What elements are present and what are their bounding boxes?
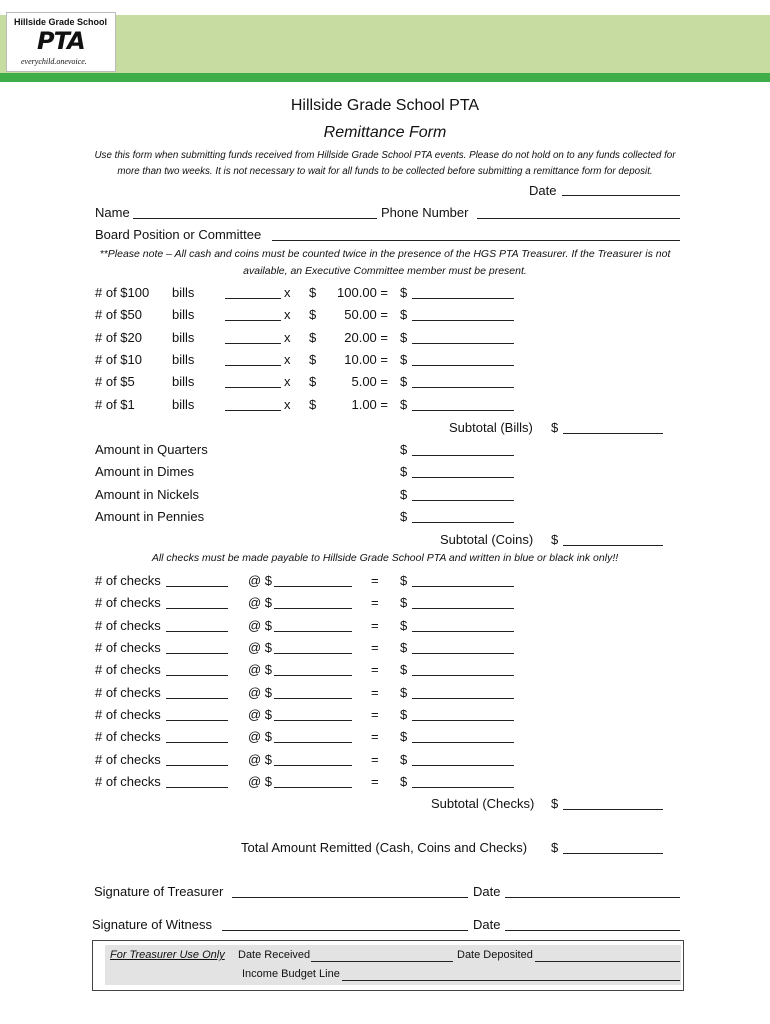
bill-result-dollar: $ <box>400 351 408 367</box>
note-line-1: **Please note – All cash and coins must be counted twice in the presence of the HGS PTA Treasurer. If the Treasurer is not <box>99 248 671 260</box>
check-result-field[interactable] <box>412 765 514 766</box>
check-count-label: # of checks <box>95 774 161 790</box>
check-result-field[interactable] <box>412 675 514 676</box>
treasurer-signature-label: Signature of Treasurer <box>94 884 224 899</box>
bill-unit-label: bills <box>172 351 195 367</box>
check-result-field[interactable] <box>412 742 514 743</box>
check-result-dollar: $ <box>400 751 408 767</box>
check-amount-field[interactable] <box>274 720 352 721</box>
income-budget-line-field[interactable] <box>342 980 680 981</box>
check-equals-sign: = <box>371 751 379 767</box>
header-stripe <box>0 73 770 82</box>
check-equals-sign: = <box>371 573 379 588</box>
check-at-dollar: @ $ <box>248 751 273 767</box>
bill-value-label: 50.00 = <box>344 307 388 323</box>
check-result-dollar: $ <box>400 684 408 700</box>
bill-result-field[interactable] <box>412 320 514 321</box>
check-equals-sign: = <box>371 662 379 678</box>
check-amount-field[interactable] <box>274 653 352 654</box>
check-equals-sign: = <box>371 774 379 790</box>
bill-multiply-sign: x <box>284 374 291 390</box>
check-amount-field[interactable] <box>274 742 352 743</box>
treasurer-date-label: Date <box>473 884 501 899</box>
form-subtitle: Remittance Form <box>323 124 447 141</box>
bill-result-field[interactable] <box>412 365 514 366</box>
check-equals-sign: = <box>371 707 379 723</box>
check-count-field[interactable] <box>166 698 228 699</box>
bill-denomination-label: # of $1 <box>95 396 135 412</box>
subtotal-checks-label: Subtotal (Checks) <box>431 796 535 811</box>
check-at-dollar: @ $ <box>248 729 273 745</box>
check-amount-field[interactable] <box>274 586 352 587</box>
check-count-label: # of checks <box>95 707 161 723</box>
bill-multiply-sign: x <box>284 396 291 412</box>
note-line-2: available, an Executive Committee member must be present. <box>243 265 527 277</box>
subtotal-bills-label: Subtotal (Bills) <box>449 420 533 435</box>
coin-amount-label: Amount in Quarters <box>95 442 208 457</box>
check-count-label: # of checks <box>95 573 161 588</box>
check-result-dollar: $ <box>400 595 408 611</box>
bill-result-field[interactable] <box>412 387 514 388</box>
treasurer-date-field[interactable] <box>505 897 680 898</box>
logo-school-name: Hillside Grade School <box>14 17 108 27</box>
bill-denomination-label: # of $20 <box>95 329 142 345</box>
logo-tagline: everychild.onevoice. <box>21 57 87 66</box>
bill-count-field[interactable] <box>225 343 281 344</box>
check-result-field[interactable] <box>412 631 514 632</box>
check-result-field[interactable] <box>412 653 514 654</box>
pta-logo <box>6 12 116 72</box>
check-equals-sign: = <box>371 595 379 611</box>
subtotal-bills-field[interactable] <box>563 433 663 434</box>
name-field[interactable] <box>133 218 377 219</box>
check-result-field[interactable] <box>412 608 514 609</box>
subtotal-bills-dollar: $ <box>551 420 559 435</box>
check-result-dollar: $ <box>400 573 408 588</box>
coin-dollar-sign: $ <box>400 442 408 457</box>
bill-result-dollar: $ <box>400 396 408 412</box>
check-amount-field[interactable] <box>274 631 352 632</box>
bill-dollar-sign: $ <box>309 351 317 367</box>
bill-result-dollar: $ <box>400 307 408 323</box>
board-label: Board Position or Committee <box>95 227 262 242</box>
check-result-dollar: $ <box>400 774 408 790</box>
coin-dollar-sign: $ <box>400 464 408 480</box>
check-equals-sign: = <box>371 640 379 656</box>
bill-unit-label: bills <box>172 307 195 323</box>
check-result-field[interactable] <box>412 586 514 587</box>
check-at-dollar: @ $ <box>248 640 273 656</box>
check-at-dollar: @ $ <box>248 774 273 790</box>
bill-value-label: 10.00 = <box>344 351 388 367</box>
bill-dollar-sign: $ <box>309 374 317 390</box>
bill-count-field[interactable] <box>225 365 281 366</box>
subtotal-coins-field[interactable] <box>563 545 663 546</box>
bill-denomination-label: # of $5 <box>95 374 135 390</box>
phone-field[interactable] <box>477 218 680 219</box>
witness-signature-label: Signature of Witness <box>92 917 212 932</box>
date-received-label: Date Received <box>238 949 311 961</box>
bill-result-field[interactable] <box>412 410 514 411</box>
bill-result-field[interactable] <box>412 343 514 344</box>
check-count-field[interactable] <box>166 631 228 632</box>
date-deposited-field[interactable] <box>535 961 680 962</box>
coin-amount-field[interactable] <box>412 522 514 523</box>
bill-unit-label: bills <box>172 329 195 345</box>
subtotal-checks-dollar: $ <box>551 796 559 811</box>
bill-value-label: 20.00 = <box>344 329 388 345</box>
coin-dollar-sign: $ <box>400 508 408 524</box>
check-at-dollar: @ $ <box>248 595 273 611</box>
logo-pta-text: PTA <box>37 27 85 55</box>
check-count-field[interactable] <box>166 608 228 609</box>
check-result-dollar: $ <box>400 707 408 723</box>
bill-unit-label: bills <box>172 374 195 390</box>
check-at-dollar: @ $ <box>248 573 273 588</box>
treasurer-signature-field[interactable] <box>232 897 468 898</box>
intro-line-2: more than two weeks. It is not necessary to wait for all funds to be collected before submitting a remittance form for deposit. <box>117 166 653 177</box>
coin-amount-field[interactable] <box>412 455 514 456</box>
coin-amount-label: Amount in Nickels <box>95 486 200 502</box>
check-count-label: # of checks <box>95 684 161 700</box>
bill-multiply-sign: x <box>284 307 291 323</box>
check-at-dollar: @ $ <box>248 684 273 700</box>
coin-dollar-sign: $ <box>400 486 408 502</box>
witness-signature-field[interactable] <box>222 930 468 931</box>
date-received-field[interactable] <box>311 961 453 962</box>
check-amount-field[interactable] <box>274 765 352 766</box>
bill-multiply-sign: x <box>284 329 291 345</box>
income-budget-line-label: Income Budget Line <box>242 968 340 980</box>
check-count-label: # of checks <box>95 751 161 767</box>
check-result-dollar: $ <box>400 729 408 745</box>
check-at-dollar: @ $ <box>248 707 273 723</box>
check-amount-field[interactable] <box>274 787 352 788</box>
bill-value-label: 100.00 = <box>337 285 388 300</box>
check-equals-sign: = <box>371 684 379 700</box>
total-field[interactable] <box>563 853 663 854</box>
check-count-field[interactable] <box>166 675 228 676</box>
bill-dollar-sign: $ <box>309 285 317 300</box>
name-label: Name <box>95 205 130 220</box>
witness-date-field[interactable] <box>505 930 680 931</box>
bill-result-field[interactable] <box>412 298 514 299</box>
intro-line-1: Use this form when submitting funds received from Hillside Grade School PTA events. Please do not hold on to any funds collected for <box>94 150 676 161</box>
page-title: Hillside Grade School PTA <box>290 97 480 114</box>
check-count-label: # of checks <box>95 640 161 656</box>
bill-result-dollar: $ <box>400 285 408 300</box>
bill-dollar-sign: $ <box>309 307 317 323</box>
bill-multiply-sign: x <box>284 351 291 367</box>
bill-count-field[interactable] <box>225 410 281 411</box>
check-count-label: # of checks <box>95 595 161 611</box>
check-result-dollar: $ <box>400 617 408 633</box>
bill-count-field[interactable] <box>225 320 281 321</box>
check-equals-sign: = <box>371 729 379 745</box>
bill-result-dollar: $ <box>400 329 408 345</box>
bill-denomination-label: # of $50 <box>95 307 142 323</box>
phone-label: Phone Number <box>381 205 469 220</box>
check-count-field[interactable] <box>166 765 228 766</box>
check-at-dollar: @ $ <box>248 662 273 678</box>
check-count-field[interactable] <box>166 653 228 654</box>
date-label: Date <box>529 183 557 198</box>
board-field[interactable] <box>272 240 680 241</box>
check-result-field[interactable] <box>412 720 514 721</box>
checks-note: All checks must be made payable to Hillside Grade School PTA and written in blue or black ink only!! <box>151 552 619 564</box>
check-amount-field[interactable] <box>274 698 352 699</box>
bill-result-dollar: $ <box>400 374 408 390</box>
check-at-dollar: @ $ <box>248 617 273 633</box>
treasurer-use-title: For Treasurer Use Only <box>110 949 225 961</box>
check-result-field[interactable] <box>412 787 514 788</box>
check-amount-field[interactable] <box>274 608 352 609</box>
total-dollar: $ <box>551 840 559 855</box>
bill-count-field[interactable] <box>225 298 281 299</box>
bill-count-field[interactable] <box>225 387 281 388</box>
bill-multiply-sign: x <box>284 285 291 300</box>
total-label: Total Amount Remitted (Cash, Coins and Checks) <box>241 840 528 855</box>
check-count-label: # of checks <box>95 617 161 633</box>
bill-dollar-sign: $ <box>309 396 317 412</box>
coin-amount-field[interactable] <box>412 500 514 501</box>
coin-amount-field[interactable] <box>412 477 514 478</box>
coin-amount-label: Amount in Pennies <box>95 508 205 524</box>
date-deposited-label: Date Deposited <box>457 949 533 961</box>
check-count-field[interactable] <box>166 742 228 743</box>
check-count-field[interactable] <box>166 586 228 587</box>
subtotal-checks-field[interactable] <box>563 809 663 810</box>
check-count-field[interactable] <box>166 720 228 721</box>
subtotal-coins-dollar: $ <box>551 532 559 547</box>
date-field[interactable] <box>562 195 680 196</box>
check-result-field[interactable] <box>412 698 514 699</box>
bill-dollar-sign: $ <box>309 329 317 345</box>
witness-date-label: Date <box>473 917 501 932</box>
bill-unit-label: bills <box>172 396 195 412</box>
check-result-dollar: $ <box>400 640 408 656</box>
bill-unit-label: bills <box>172 285 195 300</box>
bill-denomination-label: # of $100 <box>95 285 150 300</box>
check-amount-field[interactable] <box>274 675 352 676</box>
check-equals-sign: = <box>371 617 379 633</box>
bill-value-label: 1.00 = <box>351 396 388 412</box>
check-count-field[interactable] <box>166 787 228 788</box>
check-count-label: # of checks <box>95 729 161 745</box>
bill-value-label: 5.00 = <box>351 374 388 390</box>
subtotal-coins-label: Subtotal (Coins) <box>440 532 534 547</box>
check-count-label: # of checks <box>95 662 161 678</box>
coin-amount-label: Amount in Dimes <box>95 464 194 480</box>
check-result-dollar: $ <box>400 662 408 678</box>
bill-denomination-label: # of $10 <box>95 351 142 367</box>
